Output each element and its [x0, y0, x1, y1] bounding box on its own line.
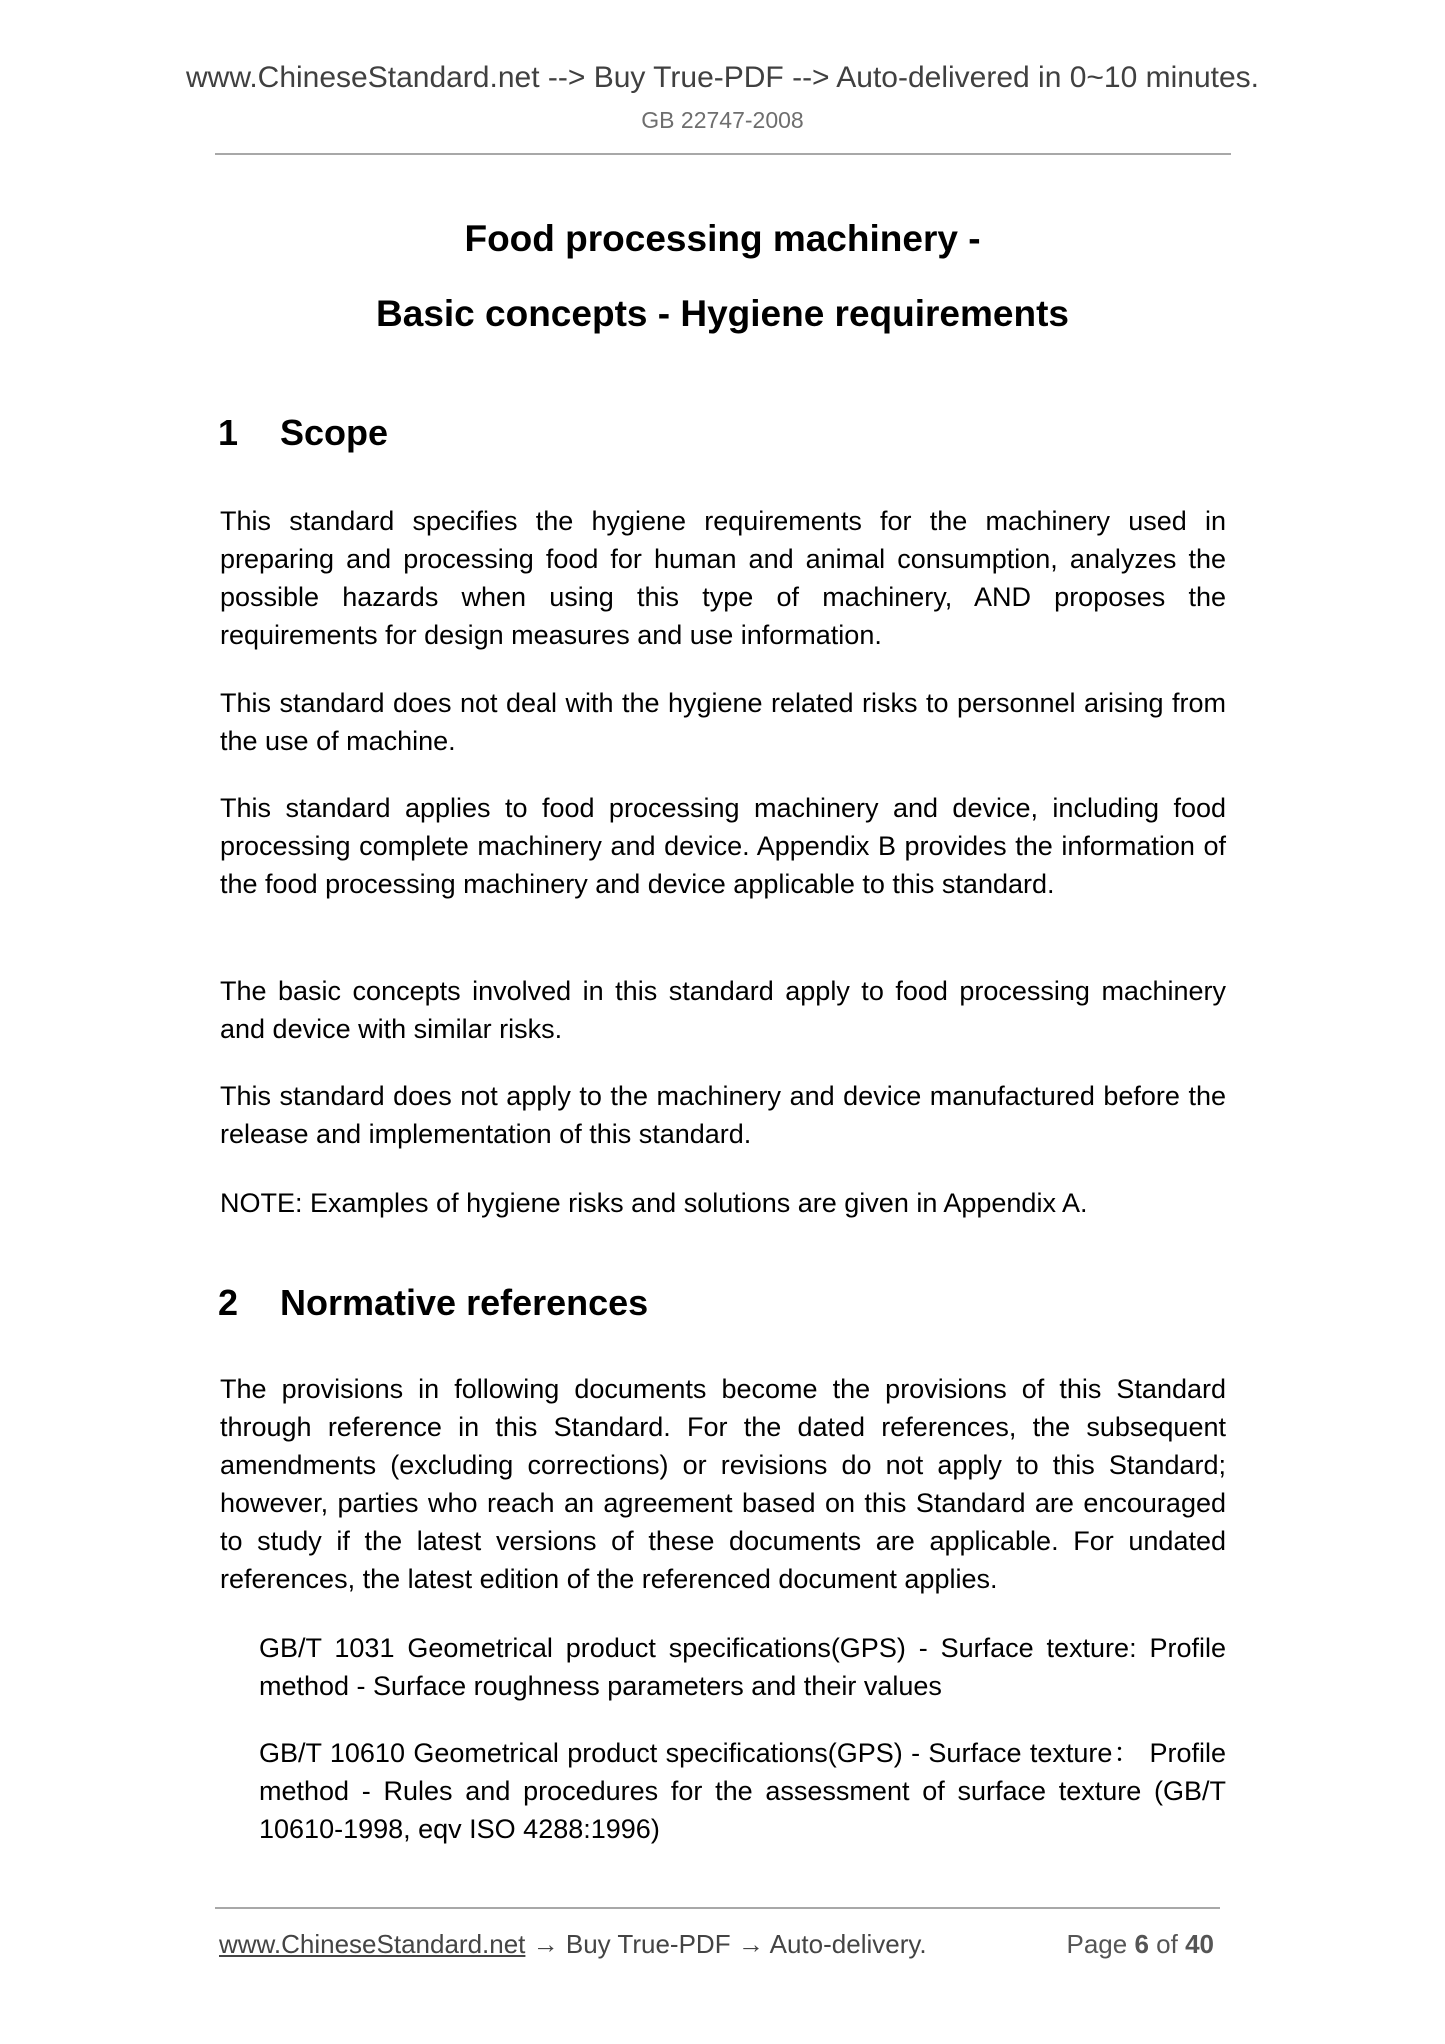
footer-delivery-text: Auto-delivery. — [769, 1929, 927, 1959]
document-title-line-2: Basic concepts - Hygiene requirements — [376, 293, 1069, 334]
section-heading-scope — [218, 411, 388, 455]
section-number: 1 — [218, 412, 239, 453]
arrow-right-icon: → — [532, 1929, 559, 1959]
paragraph: The provisions in following documents become the provisions of this Standard through reference in this Standard. For the dated references, the subsequent amendments (excluding corrections) or revisions do not apply to this Standard; however, parties who reach an agreement based on this Standard are encouraged to study if the latest versions of these documents are applicable. For undated references, the latest edition of the referenced document applies. — [220, 1374, 1226, 1594]
section-title: Normative references — [280, 1282, 649, 1323]
document-number: GB 22747-2008 — [641, 107, 804, 133]
footer-divider — [215, 1907, 1220, 1909]
page-total: 40 — [1185, 1929, 1214, 1959]
arrow-right-icon: → — [737, 1929, 764, 1959]
paragraph: This standard does not deal with the hygiene related risks to personnel arising from the use of machine. — [220, 688, 1226, 756]
document-title-line-1: Food processing machinery - — [464, 218, 981, 259]
page-current: 6 — [1134, 1929, 1149, 1959]
page-indicator — [1000, 1926, 1214, 1962]
paragraph: This standard applies to food processing machinery and device, including food processing complete machinery and device. Appendix B provides the information of the food processing machinery and device applicable to this standard. — [220, 793, 1226, 899]
section-title: Scope — [280, 412, 389, 453]
footer-site-link[interactable]: www.ChineseStandard.net — [219, 1929, 526, 1959]
note-paragraph: NOTE: Examples of hygiene risks and solutions are given in Appendix A. — [220, 1188, 1088, 1218]
footer-buy-text: Buy True-PDF — [565, 1929, 731, 1959]
paragraph: This standard does not apply to the machinery and device manufactured before the release and implementation of this standard. — [220, 1081, 1226, 1149]
section-heading-normative-references — [218, 1281, 648, 1325]
header-divider — [215, 153, 1231, 155]
footer-promo — [219, 1926, 927, 1962]
page-of: of — [1156, 1929, 1178, 1959]
reference-item: GB/T 10610 Geometrical product specifications(GPS) - Surface texture： Profile method - Rules and procedures for the assessment of surface texture (GB/T 10610-1998, eqv ISO 4288:1996) — [259, 1738, 1226, 1844]
paragraph: This standard specifies the hygiene requirements for the machinery used in preparing and processing food for human and animal consumption, analyzes the possible hazards when using this type of machinery, AND proposes the requirements for design measures and use information. — [220, 506, 1226, 650]
reference-item: GB/T 1031 Geometrical product specifications(GPS) - Surface texture: Profile method - Surface roughness parameters and their values — [259, 1633, 1226, 1701]
paragraph: The basic concepts involved in this standard apply to food processing machinery and device with similar risks. — [220, 976, 1226, 1044]
header-banner: www.ChineseStandard.net --> Buy True-PDF --> Auto-delivered in 0~10 minutes. — [185, 61, 1260, 94]
page-label: Page — [1066, 1929, 1128, 1959]
section-number: 2 — [218, 1282, 239, 1323]
